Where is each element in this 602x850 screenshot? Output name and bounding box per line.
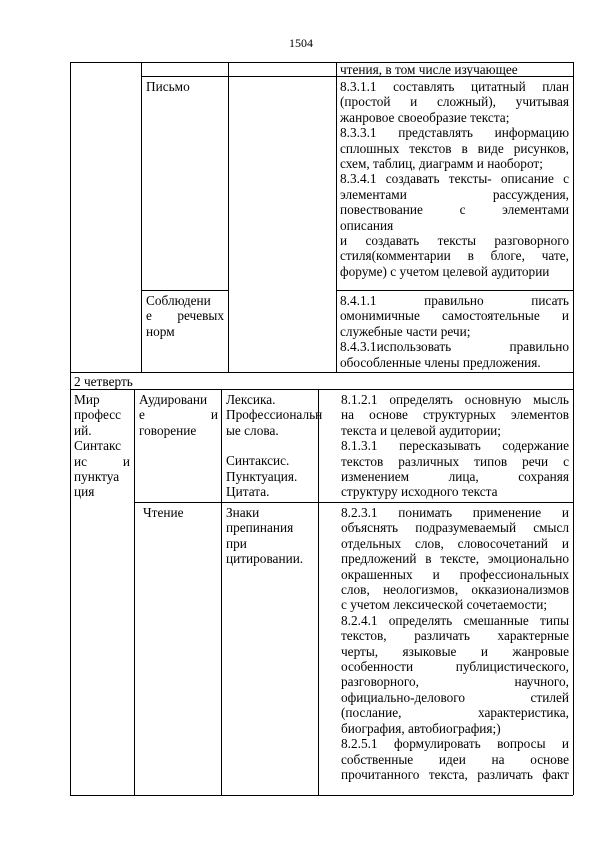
table-bottom-border <box>70 795 573 796</box>
continuation-cell: чтения, в том числе изучающее <box>340 62 518 77</box>
column-border <box>573 372 574 389</box>
column-border <box>134 389 135 795</box>
column-border <box>336 62 337 372</box>
skill-cell-writing: Письмо <box>146 79 190 94</box>
page-number: 1504 <box>289 36 313 50</box>
column-border <box>318 389 319 795</box>
theme-cell: Мир професс ий. Синтакс ис и пунктуа ция <box>74 392 130 500</box>
objectives-cell-speech-norms: 8.4.1.1 правильно писать омонимичные самостоятельные и служебные части речи; 8.4.3.1использовать правильно обособленные члены предложения. <box>340 293 569 370</box>
objectives-cell-writing: 8.3.1.1 составлять цитатный план (простой и сложный), учитывая жанровое своеобразие текста; 8.3.3.1 представлять информацию сплошных текстов в виде рисунков, схем, таблиц, диаграмм и наоборот; 8.3.4.1 создавать тексты- описание с элементами рассуждения, повествование с элементами описания и создавать тексты разговорного стиля(комментарии в блоге, чате, форуме) с учетом целевой аудитории <box>340 79 569 279</box>
content-cell-reading: Знаки препинания при цитировании. <box>226 505 304 567</box>
row-separator <box>336 290 573 291</box>
skill-cell-speech-norms: Соблюдени е речевых норм <box>146 293 224 339</box>
quarter-heading: 2 четверть <box>74 374 133 389</box>
skill-cell-listening-speaking: Аудировани е и говорение <box>139 392 218 438</box>
column-border <box>70 62 71 372</box>
content-cell-listening-speaking: Лексика. Профессиональн ые слова. Синтаксис. Пунктуация. Цитата. <box>226 392 323 500</box>
objectives-cell-reading: 8.2.3.1 понимать применение и объяснять подразумеваемый смысл отдельных слов, словосочетаний и предложений в тексте, эмоционально окрашенных и профессиональных слов, неологизмов, окказионализмов с учетом лексической сочетаемости; 8.2.4.1 определять смешанные типы текстов, различать характерные черты, языковые и жанровые особенности публицистического, разговорного, научного, официально-делового стилей (послание, характеристика, биография, автобиография;) 8.2.5.1 формулировать вопросы и собственные идеи на основе прочитанного текста, различать факт <box>341 505 569 782</box>
column-border <box>228 62 229 372</box>
skill-cell-reading: Чтение <box>143 505 184 520</box>
column-border <box>70 389 71 795</box>
row-separator <box>134 502 573 503</box>
row-separator <box>141 290 228 291</box>
column-border <box>221 389 222 795</box>
column-border <box>573 389 574 795</box>
row-separator <box>70 372 573 373</box>
column-border <box>573 62 574 372</box>
column-border <box>70 372 71 389</box>
column-border <box>141 62 142 372</box>
objectives-cell-listening-speaking: 8.1.2.1 определять основную мысль на основе структурных элементов текста и целевой аудитории; 8.1.3.1 пересказывать содержание текстов различных типов речи с изменением лица, сохраняя структуру исходного текста <box>341 392 569 500</box>
